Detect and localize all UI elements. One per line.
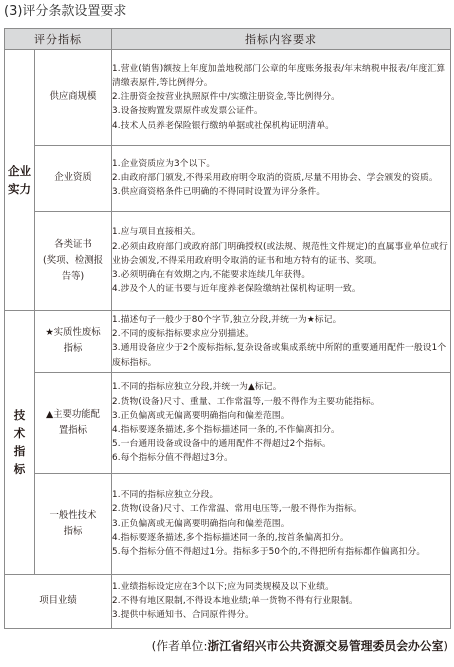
requirements-cell — [112, 574, 451, 628]
requirement-item: 4.指标要逐条描述,多个指标描述同一条的,不作偏离扣分。 — [112, 425, 340, 436]
table-row — [5, 574, 451, 628]
requirement-item: 2.不同的废标指标要求应分别描述。 — [112, 329, 255, 340]
requirement-item: 1.营业(销售)额按上年度加盖地税部门公章的年度账务报表/年末纳税申报表/年度汇算清缴表原件,等比例得分。 — [112, 63, 446, 89]
requirement-item: 3.供应商资格条件已明确的不得同时设置为评分条件。 — [112, 187, 326, 198]
author-unit: 浙江省绍兴市公共资源交易管理委员会办公室 — [207, 639, 444, 653]
credit-open-paren: ( — [151, 639, 157, 653]
requirement-item: 2.货物(设备)尺寸、重量、工作常温等,一般不得作为主要功能指标。 — [112, 396, 380, 407]
requirement-item: 2.不得有地区限制,不得设本地业绩;单一货物不得有行业限制。 — [112, 596, 358, 607]
indicator-cell-substantive-disqualification — [35, 310, 112, 372]
requirements-cell — [112, 310, 451, 372]
category-label-line: 标 — [13, 462, 26, 477]
indicator-cell-main-function — [35, 373, 112, 474]
requirements-cell — [112, 50, 451, 146]
table-row — [5, 212, 451, 311]
table-row — [5, 310, 451, 372]
requirement-item: 1.不同的指标应独立分段,并统一为▲标记。 — [112, 382, 282, 393]
indicator-cell-enterprise-qualification — [35, 145, 112, 211]
requirements-cell — [112, 473, 451, 574]
indicator-label-line: 一般性技术 — [49, 509, 97, 521]
author-label: 作者单位: — [156, 639, 208, 653]
table-row — [5, 473, 451, 574]
requirements-cell — [112, 212, 451, 311]
category-cell-technical-indicators — [5, 310, 35, 574]
requirement-item: 1.描述句子一般少于80个字节,独立分段,并统一为★标记。 — [112, 315, 342, 326]
requirement-item: 5.一台通用设备或设备中的通用配件不得超过2个指标。 — [112, 439, 331, 450]
requirement-item: 1.不同的指标应独立分段。 — [112, 490, 219, 501]
section-heading: (3)评分条款设置要求 — [4, 4, 127, 19]
requirements-cell — [112, 145, 451, 211]
indicator-label-line: 供应商规模 — [49, 91, 97, 103]
indicator-label-line: (奖项、检测报 — [43, 254, 103, 266]
indicator-label-line: 告等) — [61, 270, 85, 282]
author-credit — [152, 638, 448, 654]
requirement-item: 4.涉及个人的证书要与近年度养老保险缴纳社保机构证明一致。 — [112, 284, 361, 295]
scoring-requirements-table — [4, 28, 451, 629]
requirement-item: 2.货物(设备)尺寸、工作常温、常用电压等,一般不得作为指标。 — [112, 504, 362, 515]
column-header-requirements: 指标内容要求 — [112, 29, 451, 50]
category-label-line: 实力 — [8, 181, 31, 196]
requirement-item: 3.提供中标通知书、合同原件得分。 — [112, 610, 255, 621]
category-label-line: 企业 — [8, 163, 31, 178]
indicator-label-line: 置指标 — [58, 425, 88, 437]
indicator-label-line: 项目业绩 — [39, 595, 77, 607]
credit-close-paren: ) — [443, 639, 448, 653]
column-header-indicator: 评分指标 — [5, 29, 112, 50]
table-row — [5, 50, 451, 146]
indicator-label-line: 指标 — [63, 525, 83, 537]
requirement-item: 1.业绩指标设定应在3个以下;应为同类规模及以下业绩。 — [112, 581, 334, 592]
requirement-item: 6.每个指标分值不得超过3分。 — [112, 453, 234, 464]
table-header-row — [5, 29, 451, 50]
requirement-item: 2.必须由政府部门或政府部门明确授权(或法规、规范性文件规定)的直属事业单位或行业协会颁发,不得采用政府明令取消的证书和地方特有的证书、奖项。 — [112, 241, 448, 266]
table-row — [5, 373, 451, 474]
indicator-label-line: 各类证书 — [54, 238, 92, 250]
requirement-item: 1.企业资质应为3个以下。 — [112, 159, 216, 170]
category-cell-enterprise-strength — [5, 50, 35, 311]
requirement-item: 3.正负偏离或无偏离要明确指向和偏差范围。 — [112, 518, 290, 529]
requirement-item: 2.由政府部门颁发,不得采用政府明令取消的资质,尽量不用协会、学会颁发的资质。 — [112, 173, 438, 184]
indicator-label-line: ★实质性废标 — [45, 327, 101, 339]
requirement-item: 5.每个指标分值不得超过1分。指标多于50个的,不得把所有指标都作偏离扣分。 — [112, 547, 426, 558]
indicator-cell-supplier-scale — [35, 50, 112, 146]
requirement-item: 3.必须明确在有效期之内,不能要求连续几年获得。 — [112, 270, 311, 281]
indicator-cell-certificates — [35, 212, 112, 311]
indicator-cell-general-technical — [35, 473, 112, 574]
indicator-cell-project-performance — [5, 574, 112, 628]
requirement-item: 3.设备按购置发票原件或发票公证件。 — [112, 106, 263, 117]
requirement-item: 4.技术人员养老保险银行缴纳单据或社保机构证明清单。 — [112, 120, 335, 131]
requirement-item: 4.指标要逐条描述,多个指标描述同一条的,按首条偏离扣分。 — [112, 532, 349, 543]
category-label-line: 指 — [13, 444, 26, 459]
requirement-item: 3.通用设备应少于2个废标指标,复杂设备或集成系统中所附的重要通用配件一般设1个废标指标。 — [112, 343, 447, 368]
requirement-item: 3.正负偏离或无偏离要明确指向和偏差范围。 — [112, 410, 290, 421]
requirements-cell — [112, 373, 451, 474]
requirement-item: 2.注册资金按营业执照原件中/实缴注册资金,等比例得分。 — [112, 92, 341, 103]
indicator-label-line: 企业资质 — [54, 172, 92, 184]
indicator-label-line: 指标 — [63, 343, 83, 355]
indicator-label-line: ▲主要功能配 — [45, 409, 101, 421]
table-row — [5, 145, 451, 211]
category-label-line: 技 — [13, 408, 26, 423]
requirement-item: 1.应与项目直接相关。 — [112, 227, 201, 238]
category-label-line: 术 — [13, 426, 26, 441]
